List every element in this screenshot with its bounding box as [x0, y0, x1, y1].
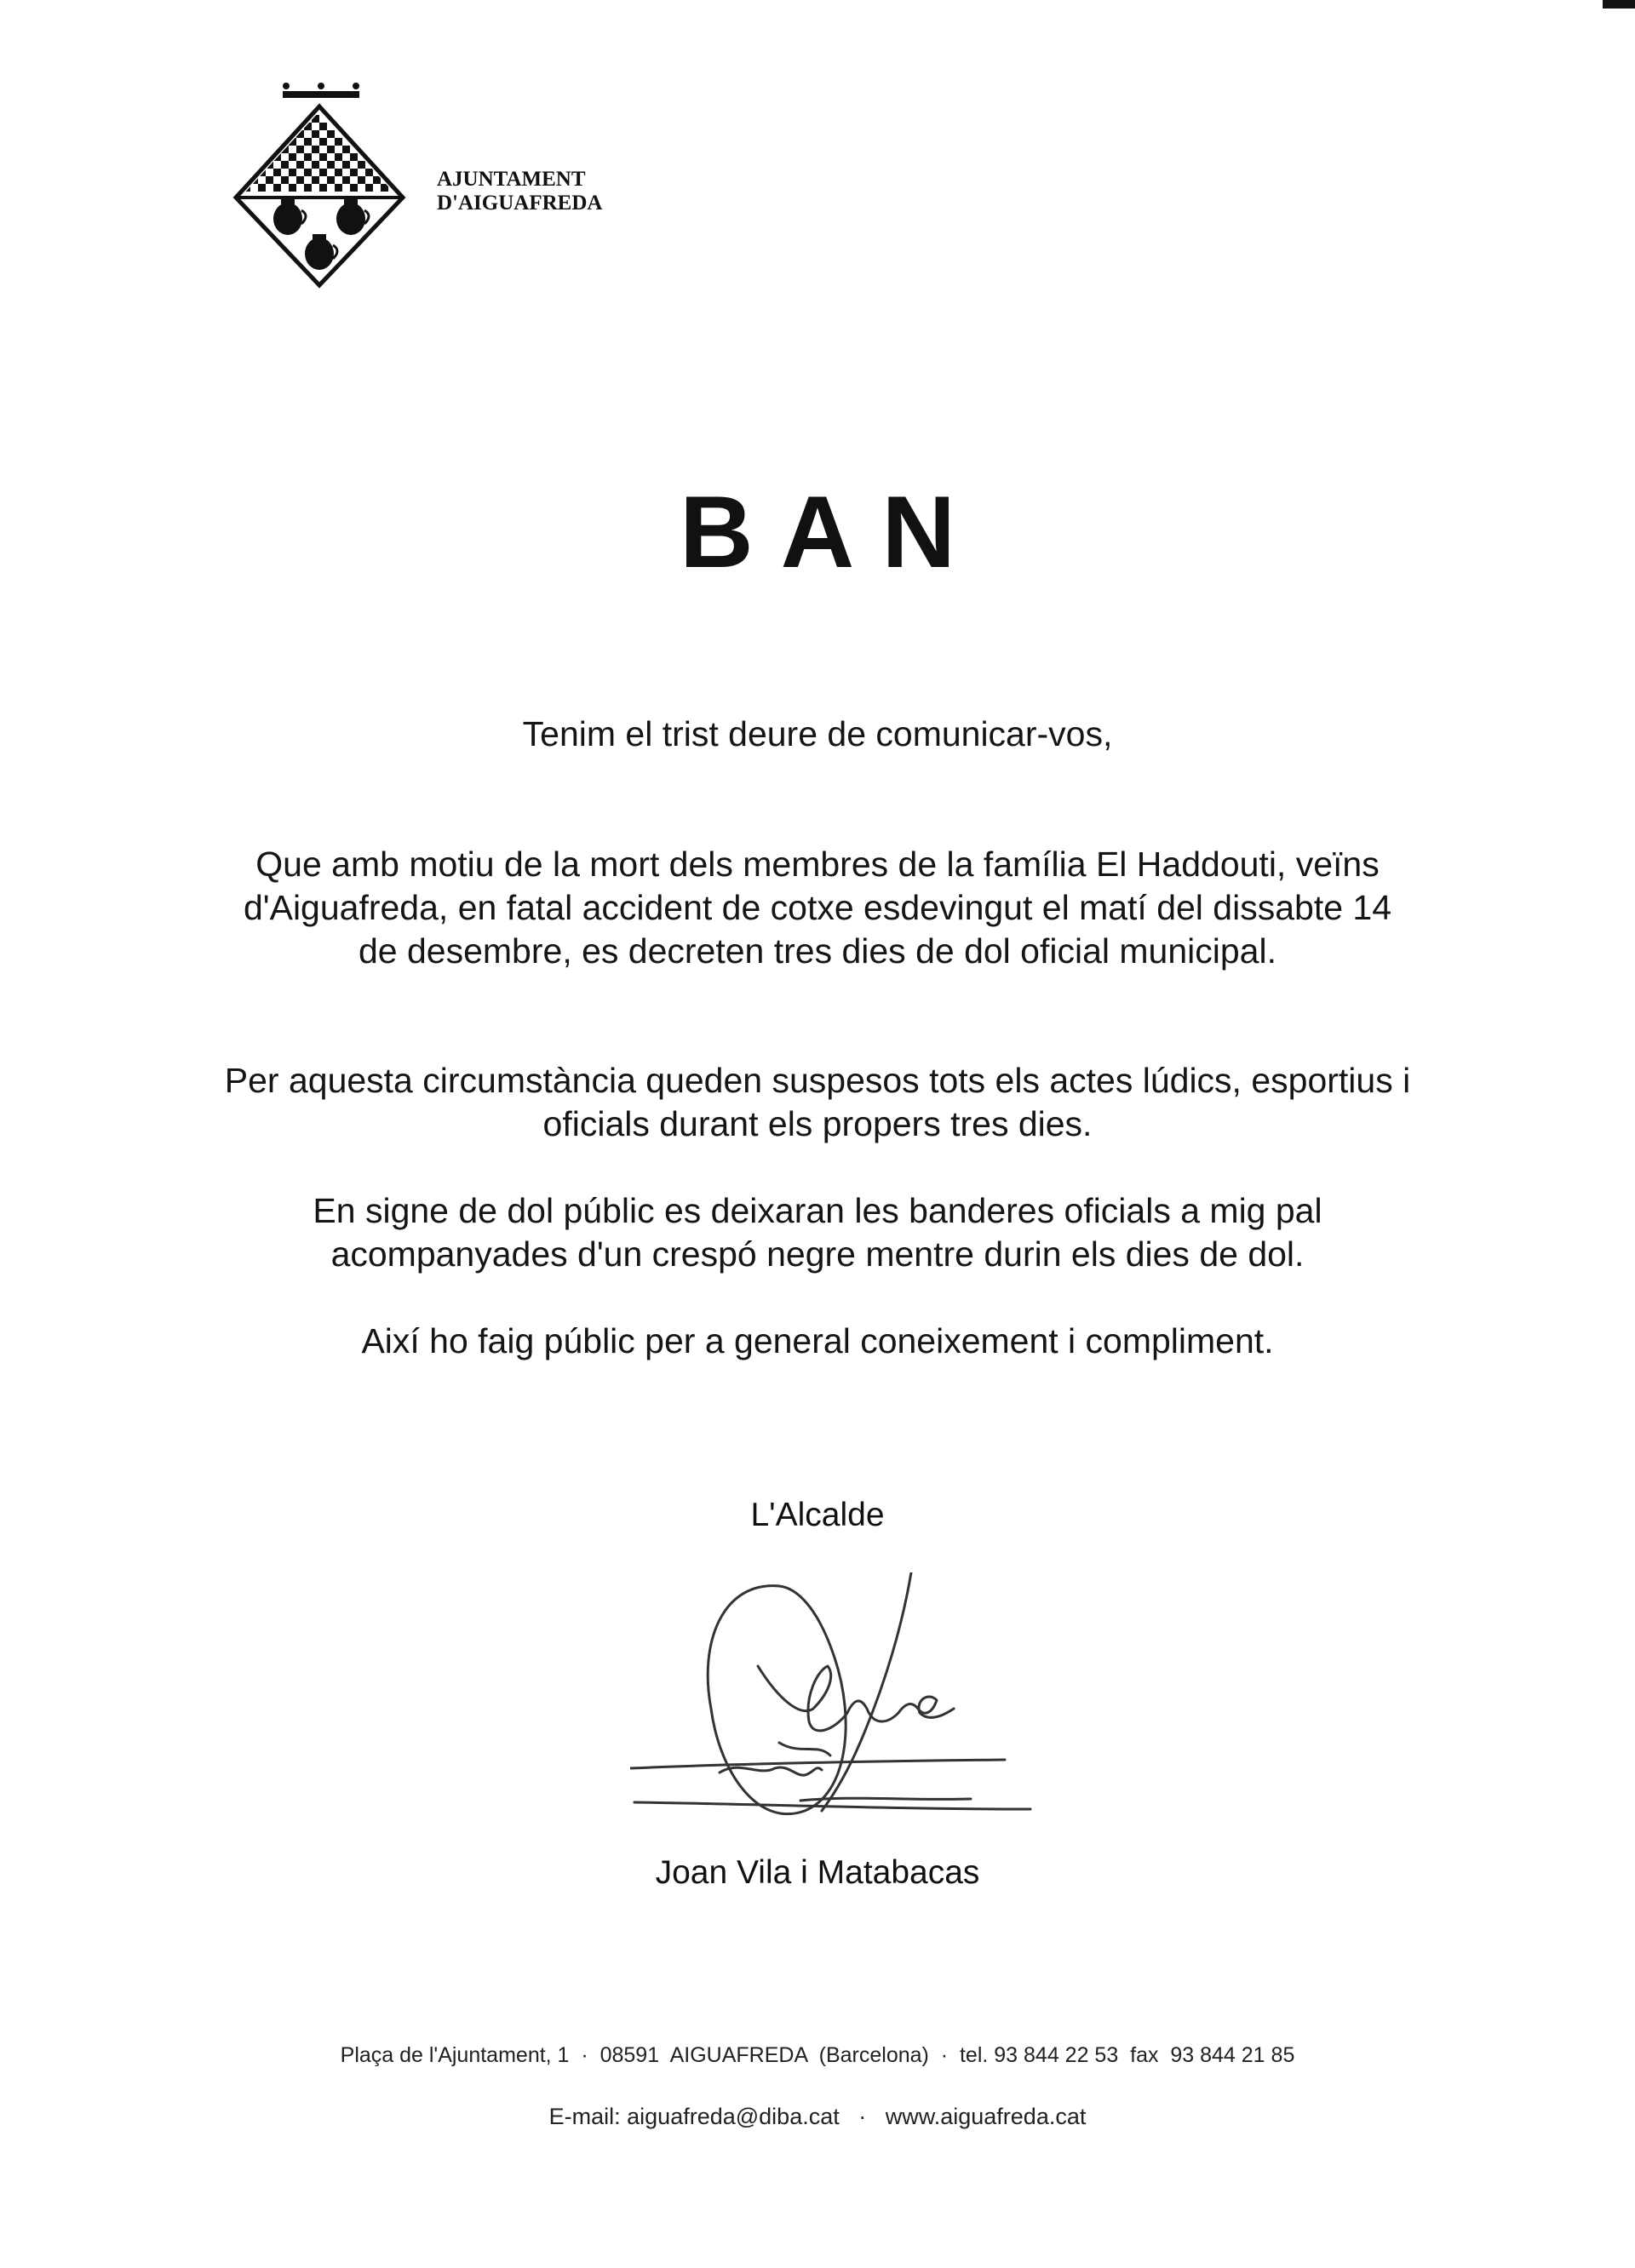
- footer-contact: E-mail: aiguafreda@diba.cat · www.aiguafreda.cat: [548, 2104, 1087, 2129]
- municipality-line1: AJUNTAMENT: [437, 168, 586, 191]
- letterhead: [230, 81, 639, 294]
- municipality-line2: D'AIGUAFREDA: [437, 192, 603, 215]
- scan-edge-mark: [1603, 0, 1635, 9]
- paragraph-announcement: Que amb motiu de la mort dels membres de la família El Haddouti, veïns d'Aiguafreda, en fatal accident de cotxe esdevingut el matí del dissabte 14 de desembre, es decreten tres dies de dol oficial municipal.: [243, 845, 1392, 971]
- paragraph-flags: En signe de dol públic es deixaran les banderes oficials a mig pal acompanyades d'un crespó negre mentre durin els dies de dol.: [313, 1191, 1322, 1274]
- mayor-name: Joan Vila i Matabacas: [655, 1854, 980, 1891]
- greeting-line: Tenim el trist deure de comunicar-vos,: [522, 714, 1113, 753]
- mayor-title: L'Alcalde: [750, 1497, 885, 1533]
- paragraph-closing: Així ho faig públic per a general coneixement i compliment.: [361, 1321, 1274, 1360]
- document-title: [0, 472, 1635, 592]
- title-text: BAN: [680, 475, 983, 589]
- coat-of-arms-icon: [230, 81, 409, 294]
- municipality-name: [437, 168, 602, 215]
- handwritten-signature: [630, 1572, 1056, 1828]
- footer-address: Plaça de l'Ajuntament, 1 · 08591 AIGUAFREDA (Barcelona) · tel. 93 844 22 53 fax 93 844 21 85: [340, 2043, 1295, 2067]
- paragraph-suspension: Per aquesta circumstància queden suspesos tots els actes lúdics, esportius i oficials durant els propers tres dies.: [224, 1061, 1411, 1143]
- signature-block: [0, 1494, 1635, 1903]
